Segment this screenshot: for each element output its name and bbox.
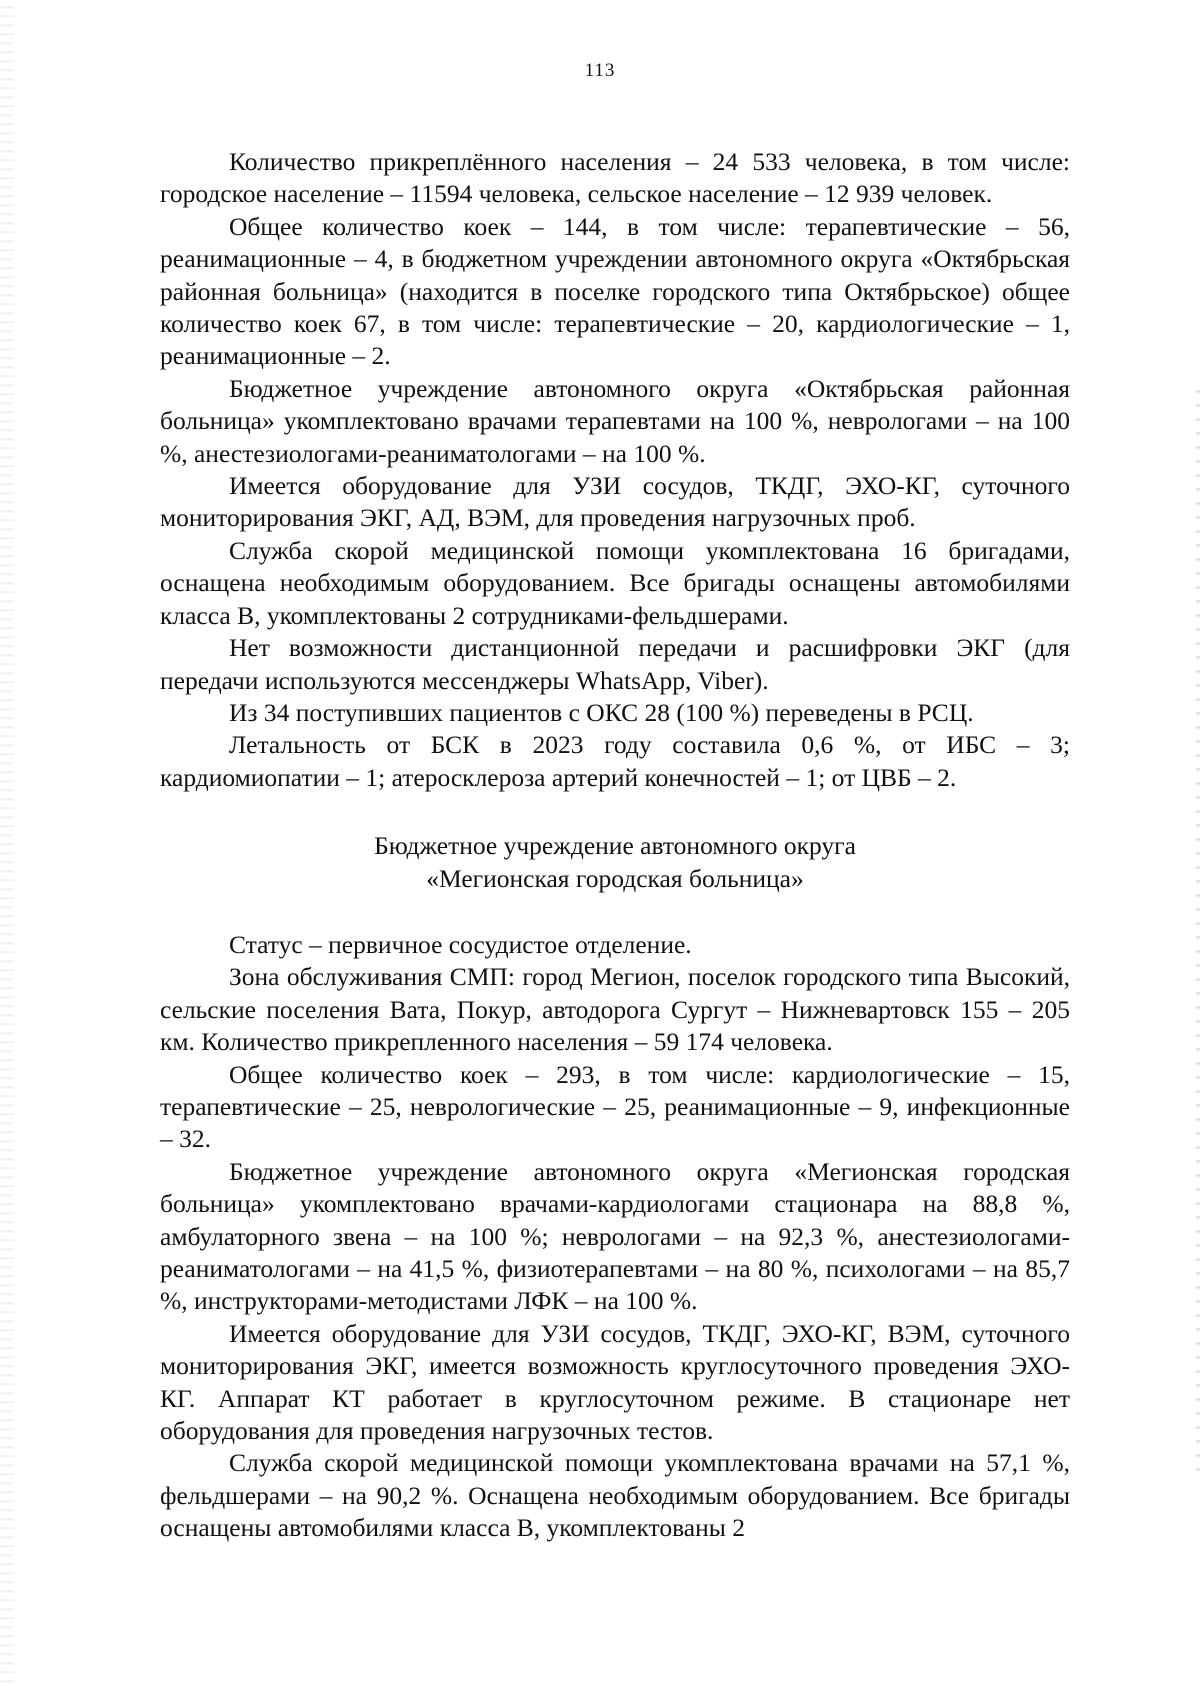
paragraph-bed-count: Общее количество коек – 144, в том числе: терапевтические – 56, реанимационные – 4, в бюджетном учреждении автономного округа «Октябрьская районная больница» (находится в поселке городского типа Октябрьское) общее количество коек 67, в том числе: терапевтические – 20, кардиологические – 1, реанимационные – 2. bbox=[160, 211, 1070, 371]
paragraph-equipment: Имеется оборудование для УЗИ сосудов, ТКДГ, ЭХО-КГ, ВЭМ, суточного мониторирования ЭКГ, имеется возможность круглосуточного проведения ЭХО-КГ. Аппарат КТ работает в круглосуточном режиме. В стационаре нет оборудования для проведения нагрузочных тестов. bbox=[160, 1318, 1070, 1446]
scan-edge-right bbox=[1196, 380, 1200, 1480]
paragraph-status: Статус – первичное сосудистое отделение. bbox=[229, 929, 692, 959]
paragraph-ambulance-service: Служба скорой медицинской помощи укомплектована 16 бригадами, оснащена необходимым оборудованием. Все бригады оснащены автомобилями класса В, укомплектованы 2 сотрудниками-фельдшерами. bbox=[160, 535, 1070, 630]
paragraph-acs-patients: Из 34 поступивших пациентов с ОКС 28 (100 %) переведены в РСЦ. bbox=[229, 697, 974, 727]
paragraph-service-zone: Зона обслуживания СМП: город Мегион, поселок городского типа Высокий, сельские поселения Вата, Покур, автодорога Сургут – Нижневартовск 155 – 205 км. Количество прикрепленного населения – 59 174 человека. bbox=[160, 962, 1070, 1057]
paragraph-attached-population: Количество прикреплённого населения – 24 533 человека, в том числе: городское население – 11594 человека, сельское население – 12 939 человек. bbox=[160, 147, 1070, 209]
paragraph-bed-count: Общее количество коек – 293, в том числе: кардиологические – 15, терапевтические – 25, неврологические – 25, реанимационные – 9, инфекционные – 32. bbox=[160, 1059, 1070, 1154]
document-body bbox=[160, 146, 1070, 1545]
section-heading bbox=[160, 830, 1070, 895]
page-number: 113 bbox=[584, 60, 616, 81]
paragraph-equipment: Имеется оборудование для УЗИ сосудов, ТКДГ, ЭХО-КГ, суточного мониторирования ЭКГ, АД, ВЭМ, для проведения нагрузочных проб. bbox=[160, 471, 1070, 533]
paragraph-staffing: Бюджетное учреждение автономного округа «Октябрьская районная больница» укомплектовано врачами терапевтами на 100 %, неврологами – на 100 %, анестезиологами-реаниматологами – на 100 %. bbox=[160, 373, 1070, 468]
paragraph-mortality: Летальность от БСК в 2023 году составила 0,6 %, от ИБС – 3; кардиомиопатии – 1; атеросклероза артерий конечностей – 1; от ЦВБ – 2. bbox=[160, 730, 1070, 792]
scan-edge-left bbox=[0, 0, 14, 1686]
paragraph-staffing: Бюджетное учреждение автономного округа «Мегионская городская больница» укомплектовано врачами-кардиологами стационара на 88,8 %, амбулаторного звена – на 100 %; неврологами – на 92,3 %, анестезиологами-реаниматологами – на 41,5 %, физиотерапевтами – на 80 %, психологами – на 85,7 %, инструкторами-методистами ЛФК – на 100 %. bbox=[160, 1156, 1070, 1316]
paragraph-ambulance-service: Служба скорой медицинской помощи укомплектована врачами на 57,1 %, фельдшерами – на 90,2 %. Оснащена необходимым оборудованием. Все бригады оснащены автомобилями класса В, укомплектованы 2 bbox=[160, 1448, 1070, 1543]
section-heading-line-2: «Мегионская городская больница» bbox=[426, 863, 804, 893]
section-heading-line-1: Бюджетное учреждение автономного округа bbox=[374, 831, 856, 861]
paragraph-ecg-transmission: Нет возможности дистанционной передачи и расшифровки ЭКГ (для передачи используются мессенджеры WhatsApp, Viber). bbox=[160, 633, 1070, 695]
